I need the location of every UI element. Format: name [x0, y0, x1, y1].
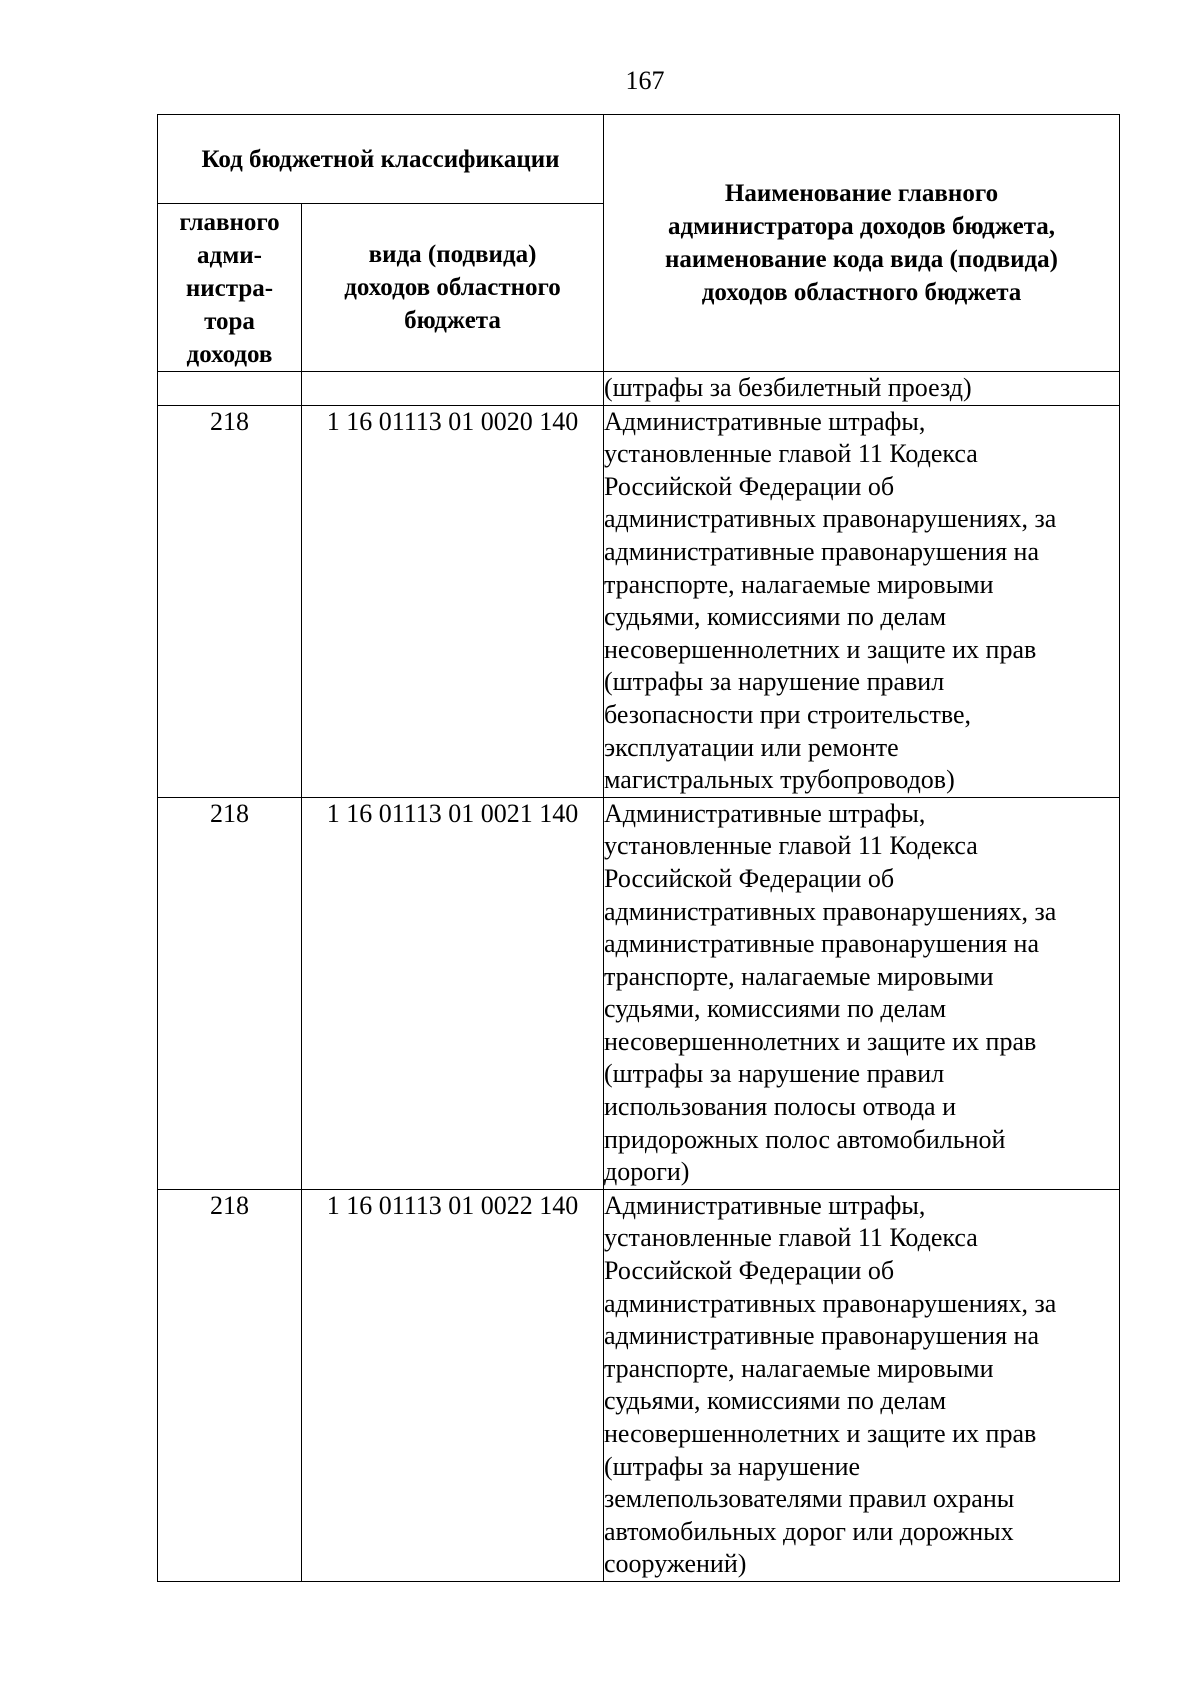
income-code-cell: 1 16 01113 01 0021 140: [302, 797, 604, 1189]
admin-code-cell: 218: [158, 797, 302, 1189]
income-name-cell: [604, 797, 1120, 1189]
income-name-cell: [604, 405, 1120, 797]
name-line: административные правонарушения на: [604, 1321, 1039, 1351]
name-line: транспорте, налагаемые мировыми: [604, 1353, 994, 1383]
header-admin-column: [158, 204, 302, 372]
name-line: (штрафы за нарушение: [604, 1451, 861, 1481]
name-line: административные правонарушения на: [604, 536, 1039, 566]
admin-code-cell: 218: [158, 405, 302, 797]
name-line: дороги): [604, 1157, 690, 1187]
table-row: [158, 797, 1120, 1189]
header-name-line: доходов областного бюджета: [701, 279, 1022, 306]
name-line: Административные штрафы,: [604, 798, 926, 828]
table-row: [158, 1189, 1120, 1581]
name-line: Российской Федерации об: [604, 863, 895, 893]
name-line: судьями, комиссиями по делам: [604, 994, 947, 1024]
name-line: административных правонарушениях, за: [604, 896, 1057, 926]
name-line: транспорте, налагаемые мировыми: [604, 569, 994, 599]
name-line: административных правонарушениях, за: [604, 504, 1057, 534]
income-name-cell: [604, 1189, 1120, 1581]
name-line: придорожных полос автомобильной: [604, 1124, 1006, 1154]
name-line: автомобильных дорог или дорожных: [604, 1516, 1014, 1546]
header-admin-line: тора: [204, 308, 255, 335]
admin-code-cell: 218: [158, 1189, 302, 1581]
header-code-column: [302, 204, 604, 372]
name-line: безопасности при строительстве,: [604, 699, 971, 729]
name-line: землепользователями правил охраны: [604, 1484, 1015, 1514]
header-name-line: администратора доходов бюджета,: [667, 213, 1056, 240]
name-line: судьями, комиссиями по делам: [604, 1386, 947, 1416]
header-name-column: [604, 115, 1120, 372]
name-line: административных правонарушениях, за: [604, 1288, 1057, 1318]
name-line: эксплуатации или ремонте: [604, 732, 899, 762]
name-line: Российской Федерации об: [604, 471, 895, 501]
name-line: несовершеннолетних и защите их прав: [604, 634, 1037, 664]
name-line: административные правонарушения на: [604, 929, 1039, 959]
header-code-line: вида (подвида): [368, 241, 537, 268]
name-line: несовершеннолетних и защите их прав: [604, 1026, 1037, 1056]
income-code-cell: 1 16 01113 01 0020 140: [302, 405, 604, 797]
header-admin-line: доходов: [186, 341, 273, 368]
header-admin-line: адми-: [197, 242, 262, 269]
header-code-line: доходов областного: [344, 274, 561, 301]
budget-classification-table: [157, 114, 1120, 1582]
name-line: (штрафы за нарушение правил: [604, 667, 945, 697]
name-line: использования полосы отвода и: [604, 1092, 956, 1122]
name-line: магистральных трубопроводов): [604, 765, 955, 795]
admin-code-cell: [158, 372, 302, 406]
name-line: установленные главой 11 Кодекса: [604, 439, 978, 469]
income-code-cell: [302, 372, 604, 406]
continuation-row: [158, 372, 1120, 406]
header-name-line: Наименование главного: [724, 180, 999, 207]
name-line: несовершеннолетних и защите их прав: [604, 1419, 1037, 1448]
name-line: установленные главой 11 Кодекса: [604, 1223, 978, 1253]
name-line: сооружений): [604, 1549, 747, 1579]
name-line: Российской Федерации об: [604, 1256, 895, 1286]
name-line: Административные штрафы,: [604, 406, 926, 436]
income-code-cell: 1 16 01113 01 0022 140: [302, 1189, 604, 1581]
income-name-cell: (штрафы за безбилетный проезд): [604, 372, 1120, 406]
name-line: транспорте, налагаемые мировыми: [604, 961, 994, 991]
header-admin-line: нистра-: [185, 275, 274, 302]
name-line: установленные главой 11 Кодекса: [604, 831, 978, 861]
header-budget-code-group: Код бюджетной классификации: [158, 115, 604, 204]
header-row-top: [158, 115, 1120, 204]
name-line: (штрафы за нарушение правил: [604, 1059, 945, 1089]
header-admin-line: главного: [179, 209, 280, 236]
name-line: судьями, комиссиями по делам: [604, 602, 947, 632]
header-code-line: бюджета: [404, 307, 501, 334]
page-number: 167: [625, 66, 665, 95]
table-row: [158, 405, 1120, 797]
name-line: Административные штрафы,: [604, 1190, 926, 1220]
header-name-line: наименование кода вида (подвида): [665, 246, 1058, 273]
